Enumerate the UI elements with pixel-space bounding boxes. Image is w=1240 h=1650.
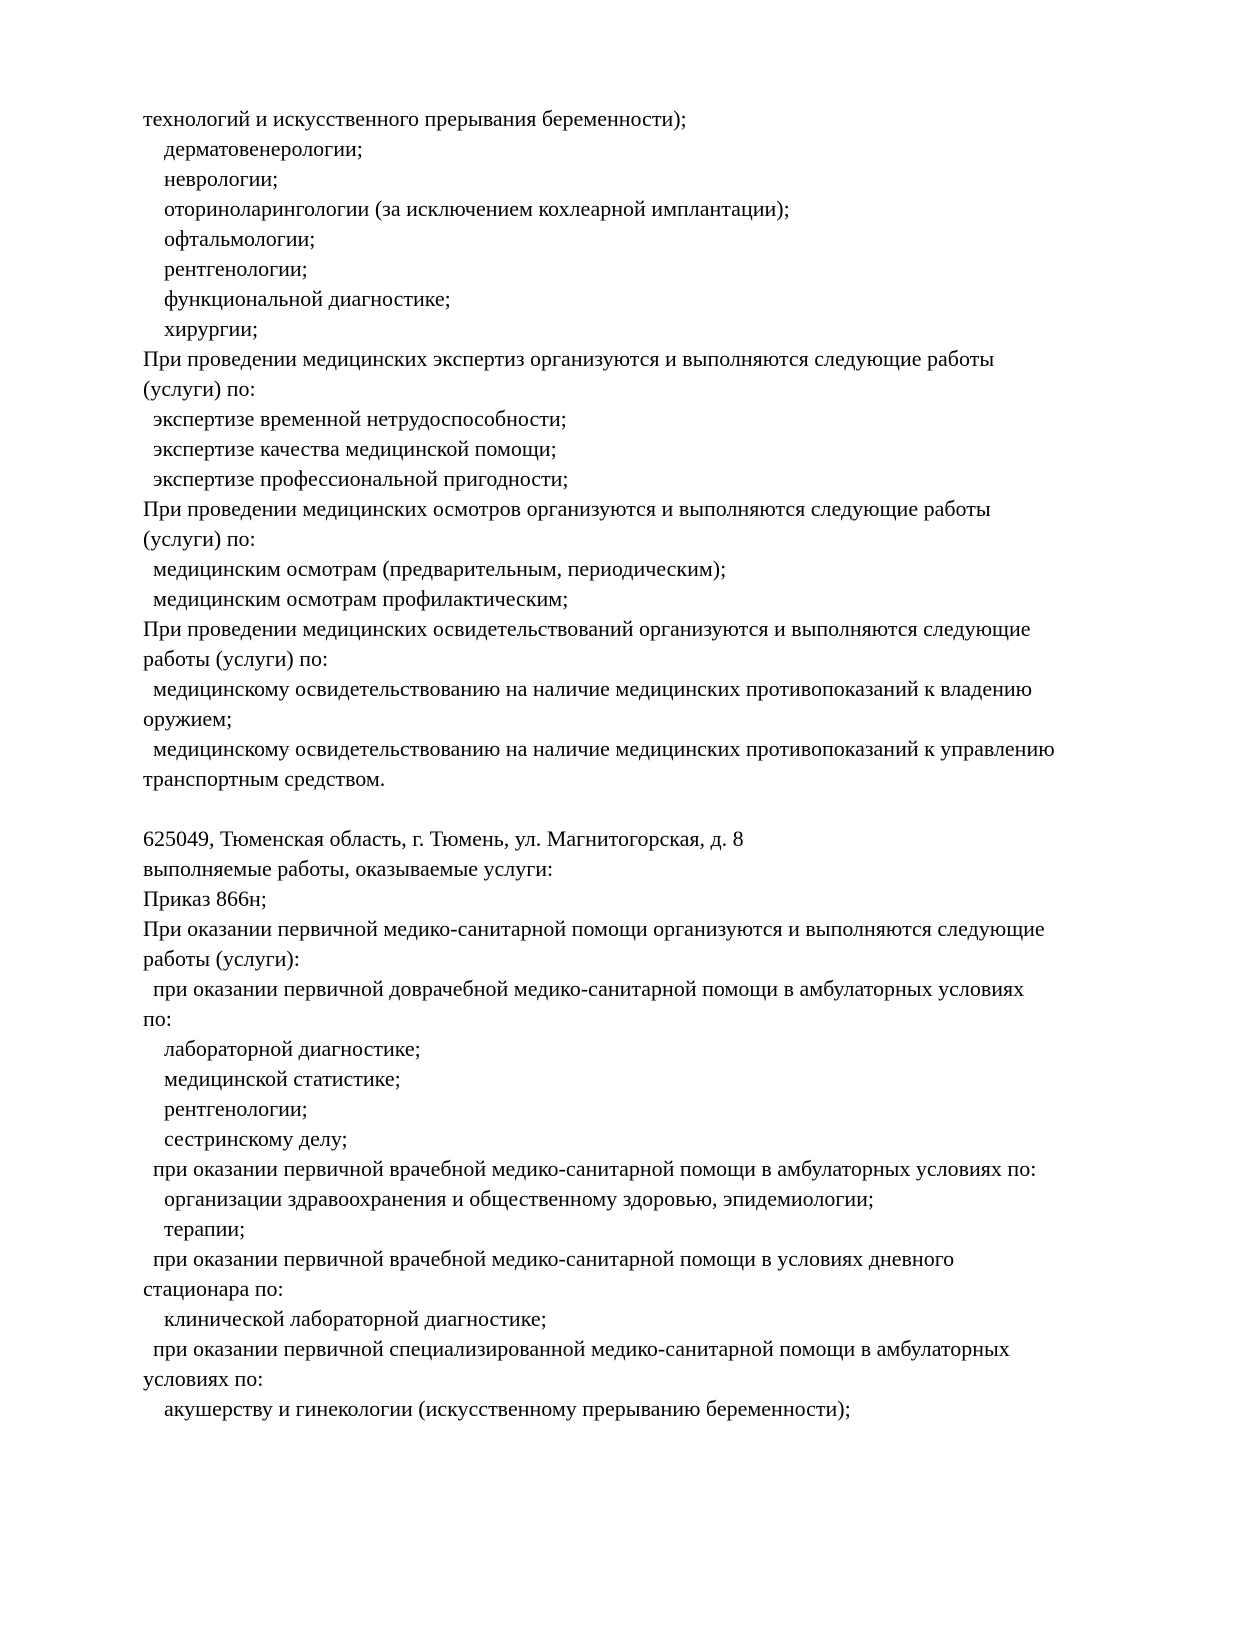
- text-line: медицинским осмотрам профилактическим;: [153, 586, 569, 611]
- text-line: 625049, Тюменская область, г. Тюмень, ул. Магнитогорская, д. 8: [143, 826, 744, 851]
- text-line: терапии;: [164, 1216, 246, 1241]
- text-line: экспертизе временной нетрудоспособности;: [153, 406, 567, 431]
- text-line: При проведении медицинских осмотров организуются и выполняются следующие работы: [143, 496, 991, 521]
- text-line: оружием;: [143, 706, 233, 731]
- text-line: работы (услуги) по:: [143, 646, 329, 671]
- text-line: медицинской статистике;: [164, 1066, 401, 1091]
- text-line: дерматовенерологии;: [164, 136, 363, 161]
- text-line: медицинскому освидетельствованию на наличие медицинских противопоказаний к владению: [153, 676, 1033, 701]
- text-line: неврологии;: [164, 166, 279, 191]
- text-line: выполняемые работы, оказываемые услуги:: [143, 856, 554, 881]
- text-line: при оказании первичной врачебной медико-санитарной помощи в амбулаторных условиях по:: [153, 1156, 1037, 1181]
- text-line: акушерству и гинекологии (искусственному прерыванию беременности);: [164, 1396, 851, 1421]
- text-line: При проведении медицинских освидетельствований организуются и выполняются следующие: [143, 616, 1031, 641]
- text-line: транспортным средством.: [143, 766, 386, 791]
- text-line: стационара по:: [143, 1276, 284, 1301]
- text-line: технологий и искусственного прерывания беременности);: [143, 106, 687, 131]
- document-text: [143, 104, 1185, 1424]
- text-line: экспертизе профессиональной пригодности;: [153, 466, 569, 491]
- text-line: хирургии;: [164, 316, 259, 341]
- text-line: работы (услуги):: [143, 946, 300, 971]
- text-line: (услуги) по:: [143, 526, 256, 551]
- text-line: Приказ 866н;: [143, 886, 267, 911]
- text-line: условиях по:: [143, 1366, 264, 1391]
- text-line: при оказании первичной специализированной медико-санитарной помощи в амбулаторных: [153, 1336, 1010, 1361]
- text-line: рентгенологии;: [164, 256, 308, 281]
- text-line: (услуги) по:: [143, 376, 256, 401]
- text-line: медицинскому освидетельствованию на наличие медицинских противопоказаний к управлению: [153, 736, 1055, 761]
- text-line: клинической лабораторной диагностике;: [164, 1306, 547, 1331]
- text-line: лабораторной диагностике;: [164, 1036, 421, 1061]
- text-line: организации здравоохранения и общественному здоровью, эпидемиологии;: [164, 1186, 875, 1211]
- text-line: При проведении медицинских экспертиз организуются и выполняются следующие работы: [143, 346, 995, 371]
- text-line: при оказании первичной доврачебной медико-санитарной помощи в амбулаторных условиях: [153, 976, 1025, 1001]
- text-line: [143, 794, 1185, 824]
- text-line: при оказании первичной врачебной медико-санитарной помощи в условиях дневного: [153, 1246, 955, 1271]
- text-line: офтальмологии;: [164, 226, 316, 251]
- text-line: экспертизе качества медицинской помощи;: [153, 436, 557, 461]
- text-line: по:: [143, 1006, 172, 1031]
- text-line: сестринскому делу;: [164, 1126, 348, 1151]
- text-line: функциональной диагностике;: [164, 286, 451, 311]
- text-line: При оказании первичной медико-санитарной помощи организуются и выполняются следующие: [143, 916, 1045, 941]
- text-line: оториноларингологии (за исключением кохлеарной имплантации);: [164, 196, 790, 221]
- text-line: медицинским осмотрам (предварительным, периодическим);: [153, 556, 727, 581]
- text-line: рентгенологии;: [164, 1096, 308, 1121]
